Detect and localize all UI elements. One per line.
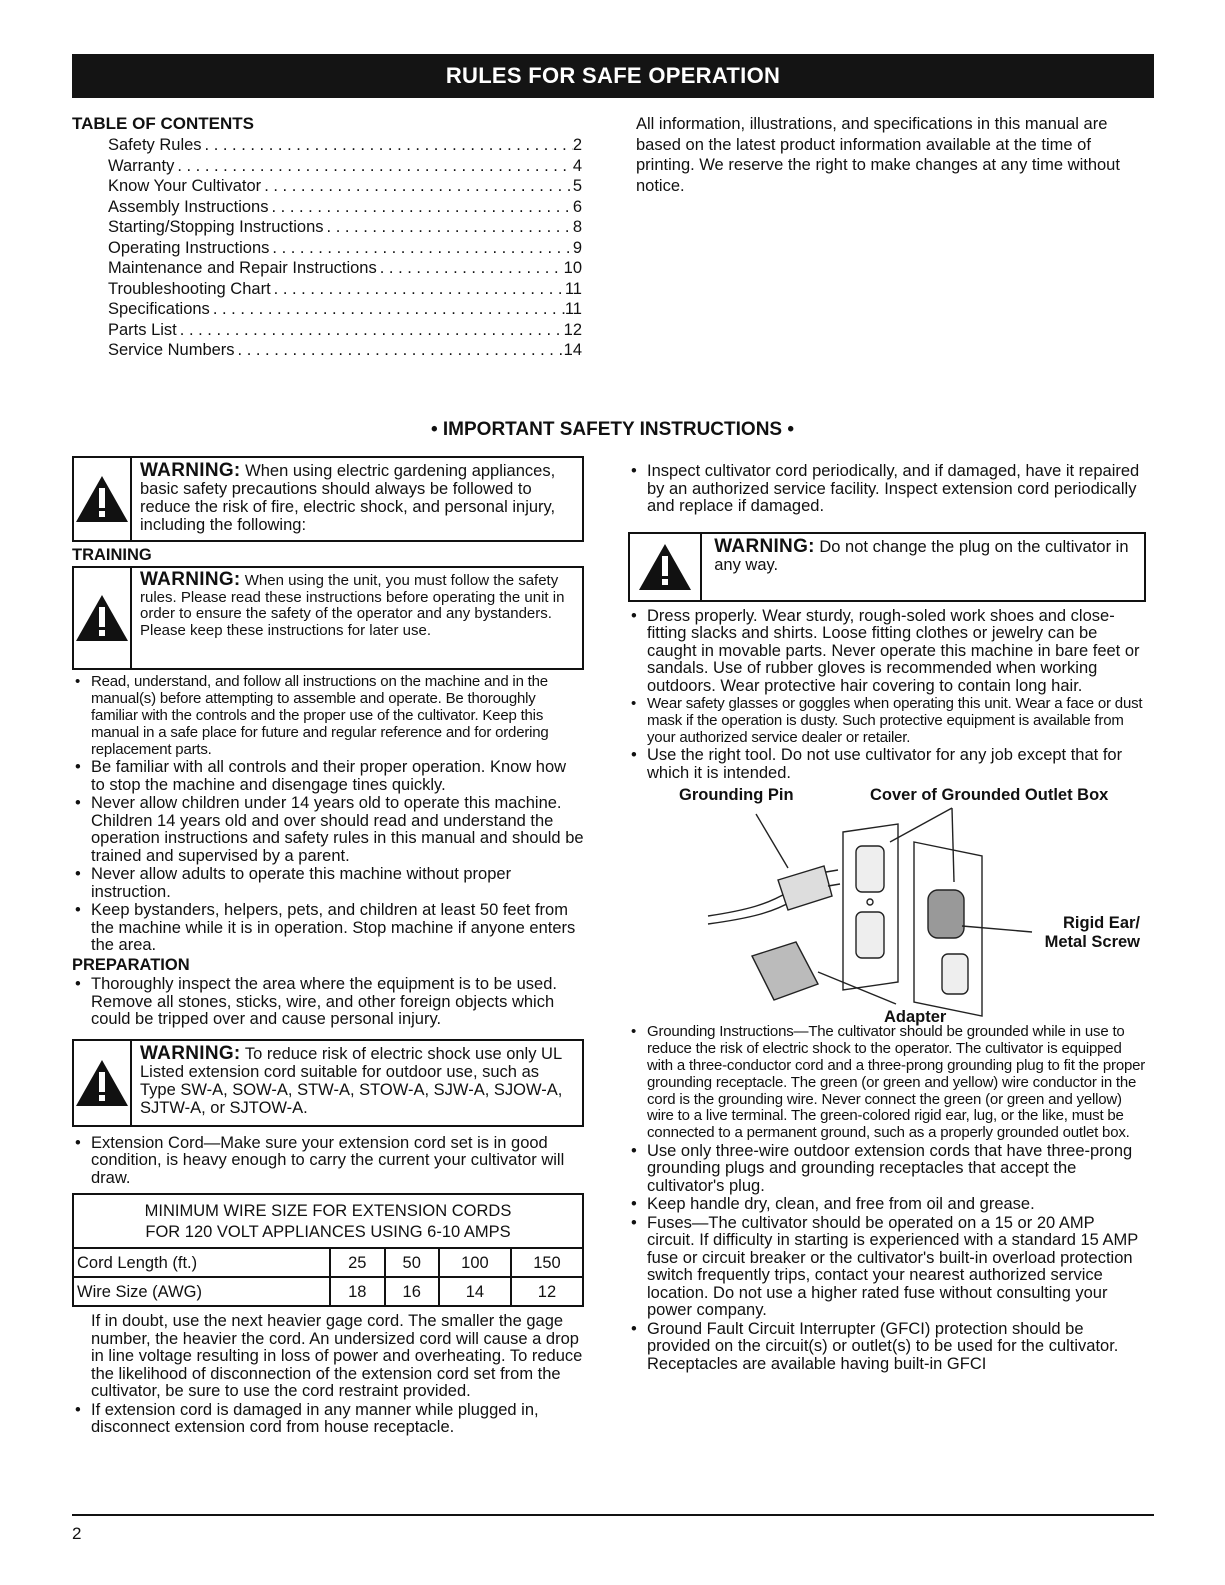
right-column xyxy=(628,463,1146,1374)
list-item: • Extension Cord—Make sure your extension cord set is in good condition, is heavy enough to carry the current your cultivator will draw. xyxy=(72,1135,584,1188)
toc-entry xyxy=(108,340,582,361)
toc-entry-page: 2 xyxy=(572,136,582,155)
toc-entry xyxy=(108,258,582,279)
list-item: • Wear safety glasses or goggles when operating this unit. Wear a face or dust mask if the operation is dusty. Such protective equipment is available from your authorized service dealer or retailer. xyxy=(628,696,1146,746)
toc-leader-dots xyxy=(271,279,565,300)
toc-entry xyxy=(108,320,582,341)
page-number: 2 xyxy=(72,1524,82,1543)
toc-entry-page: 8 xyxy=(572,218,582,237)
toc-entry-page: 12 xyxy=(563,320,582,339)
toc-entry-page: 14 xyxy=(563,341,582,360)
dress-list xyxy=(628,608,1146,783)
toc-leader-dots xyxy=(377,258,564,279)
warning-box-plug xyxy=(628,532,1146,602)
toc-entry-page: 11 xyxy=(564,279,582,298)
table-cell: 25 xyxy=(330,1248,384,1277)
toc-leader-dots xyxy=(177,320,564,341)
grounding-pin-label: Grounding Pin xyxy=(679,786,794,805)
toc-entry-label: Operating Instructions xyxy=(108,238,270,257)
warning-triangle-icon xyxy=(630,534,702,600)
toc-title: TABLE OF CONTENTS xyxy=(72,114,254,133)
list-item: • Never allow adults to operate this machine without proper instruction. xyxy=(72,866,584,901)
table-cell: 50 xyxy=(385,1248,439,1277)
table-cell: 150 xyxy=(511,1248,583,1277)
toc-entry-label: Assembly Instructions xyxy=(108,197,269,216)
toc-entry-label: Troubleshooting Chart xyxy=(108,279,271,298)
warning-triangle-icon xyxy=(74,568,132,668)
list-item: • Never allow children under 14 years old to operate this machine. Children 14 years old and over should read and understand the operation instructions and safety rules in this manual and should be trained and supervised by a parent. xyxy=(72,795,584,865)
list-item: • Inspect cultivator cord periodically, and if damaged, have it repaired by an authorized service facility. Inspect extension cord periodically and replace if damaged. xyxy=(628,463,1146,516)
table-row xyxy=(73,1248,583,1277)
toc-leader-dots xyxy=(324,217,573,238)
toc-entry xyxy=(108,279,582,300)
page-banner: RULES FOR SAFE OPERATION xyxy=(72,54,1154,98)
list-item: • Ground Fault Circuit Interrupter (GFCI) protection should be provided on the circuit(s) or outlet(s) to be used for the cultivator. Receptacles are available having built-in GFCI xyxy=(628,1321,1146,1374)
damaged-list xyxy=(72,1402,584,1437)
toc-entry-page: 9 xyxy=(572,238,582,257)
list-item: • Fuses—The cultivator should be operated on a 15 or 20 AMP circuit. If difficulty in starting is experienced with a standard 15 AMP fuse or circuit breaker or the cultivator's built-in overload protection switch frequently trips, contact your nearest authorized service location. Do not use a higher rated fuse without consulting your power company. xyxy=(628,1215,1146,1320)
list-item: • Keep bystanders, helpers, pets, and children at least 50 feet from the machine while it is in operation. Stop machine if anyone enters the area. xyxy=(72,902,584,955)
toc-entry-label: Specifications xyxy=(108,300,210,319)
list-item: • Read, understand, and follow all instructions on the machine and in the manual(s) before attempting to assemble and operate. Be thoroughly familiar with the controls and the proper use of the cultivator. Keep this manual in a safe place for future and regular reference and for ordering replacement parts. xyxy=(72,674,584,758)
toc-entry xyxy=(108,217,582,238)
extension-list xyxy=(72,1135,584,1188)
list-item: • If extension cord is damaged in any manner while plugged in, disconnect extension cord from house receptacle. xyxy=(72,1402,584,1437)
list-item: • Be familiar with all controls and their proper operation. Know how to stop the machine and disengage tines quickly. xyxy=(72,759,584,794)
warning-triangle-icon xyxy=(74,458,132,540)
rigid-ear-label: Rigid Ear/ Metal Screw xyxy=(1044,914,1140,952)
toc-entry-label: Service Numbers xyxy=(108,341,235,360)
footer-rule xyxy=(72,1514,1154,1516)
outlet-cover-label: Cover of Grounded Outlet Box xyxy=(870,786,1109,805)
warning-triangle-icon xyxy=(74,1041,132,1125)
list-item: • Use only three-wire outdoor extension cords that have three-prong grounding plugs and grounding receptacles that accept the cultivator's plug. xyxy=(628,1143,1146,1196)
grounding-list xyxy=(628,1024,1146,1373)
warning-text: When using the unit, you must follow the safety rules. Please read these instructions before operating the unit in order to ensure the safety of the operator and any bystanders. Please keep these instructions for later use. xyxy=(140,572,565,639)
training-heading: TRAINING xyxy=(72,546,152,564)
toc-entry-label: Parts List xyxy=(108,320,177,339)
list-item: • Keep handle dry, clean, and free from oil and grease. xyxy=(628,1196,1146,1214)
warning-label: WARNING: xyxy=(140,1042,241,1064)
toc-entry-label: Warranty xyxy=(108,156,175,175)
row-header: Wire Size (AWG) xyxy=(73,1277,330,1306)
table-cell: 14 xyxy=(439,1277,511,1306)
toc-leader-dots xyxy=(174,156,572,177)
preparation-heading: PREPARATION xyxy=(72,955,190,974)
warning-box-general xyxy=(72,456,584,542)
warning-text: To reduce risk of electric shock use only UL Listed extension cord suitable for outdoor use, such as Type SW-A, SOW-A, STW-A, STOW-A, SJW-A, SJOW-A, SJTW-A, or SJTOW-A. xyxy=(140,1044,563,1117)
warning-text: Do not change the plug on the cultivator in any way. xyxy=(714,537,1129,574)
inspect-list xyxy=(628,463,1146,516)
intro-paragraph: All information, illustrations, and specifications in this manual are based on the latest product information available at the time of printing. We reserve the right to make changes at any time without notice. xyxy=(636,115,1120,195)
list-item: • Thoroughly inspect the area where the equipment is to be used. Remove all stones, sticks, wire, and other foreign objects which could be tripped over and cause personal injury. xyxy=(72,976,584,1029)
warning-text: When using electric gardening appliances, basic safety precautions should always be followed to reduce the risk of fire, electric shock, and personal injury, including the following: xyxy=(140,462,556,534)
adapter-label: Adapter xyxy=(884,1008,947,1027)
warning-label: WARNING: xyxy=(140,460,241,481)
row-header: Cord Length (ft.) xyxy=(73,1248,330,1277)
grounding-figure xyxy=(628,786,1146,1027)
gage-paragraph: If in doubt, use the next heavier gage cord. The smaller the gage number, the heavier the cord. An undersized cord will cause a drop in line voltage resulting in loss of power and overheating. To reduce the likelihood of disconnection of the extension cord set from the cultivator, be sure to use the cord restraint provided. xyxy=(91,1312,583,1401)
toc-entry xyxy=(108,299,582,320)
toc-entry-page: 6 xyxy=(572,197,582,216)
table-cell: 18 xyxy=(330,1277,384,1306)
toc-entry-page: 5 xyxy=(572,177,582,196)
list-item: • Use the right tool. Do not use cultivator for any job except that for which it is intended. xyxy=(628,747,1146,782)
toc-entry xyxy=(108,135,582,156)
table-of-contents xyxy=(72,114,582,361)
toc-entry-label: Know Your Cultivator xyxy=(108,177,262,196)
table-cell: 12 xyxy=(511,1277,583,1306)
table-cell: 16 xyxy=(385,1277,439,1306)
preparation-list xyxy=(72,976,584,1029)
important-safety-heading: • IMPORTANT SAFETY INSTRUCTIONS • xyxy=(430,419,795,440)
toc-leader-dots xyxy=(210,299,565,320)
toc-entry-label: Maintenance and Repair Instructions xyxy=(108,259,377,278)
warning-label: WARNING: xyxy=(714,535,815,557)
toc-entry xyxy=(108,176,582,197)
table-cell: 100 xyxy=(439,1248,511,1277)
toc-entry xyxy=(108,238,582,259)
list-item: • Grounding Instructions—The cultivator should be grounded while in use to reduce the risk of electric shock to the operator. The cultivator is equipped with a three-conductor cord and a three-prong grounding plug to fit the proper grounding receptacle. The green (or green and yellow) wire conductor in the cord is the grounding wire. Never connect the green (or green and yellow) wire to a live terminal. The green-colored rigid ear, lug, or the like, must be connected to a permanent ground, such as a properly grounded outlet box. xyxy=(628,1024,1146,1142)
toc-list xyxy=(72,135,582,361)
toc-entry-label: Starting/Stopping Instructions xyxy=(108,218,324,237)
table-caption: MINIMUM WIRE SIZE FOR EXTENSION CORDS FOR 120 VOLT APPLIANCES USING 6-10 AMPS xyxy=(73,1194,583,1248)
toc-entry-page: 10 xyxy=(563,259,582,278)
list-item: • Dress properly. Wear sturdy, rough-soled work shoes and close-fitting slacks and shirts. Loose fitting clothes or jewelry can be caught in movable parts. Never operate this machine in bare feet or sandals. Use of rubber gloves is recommended when working outdoors. Wear protective hair covering to contain long hair. xyxy=(628,608,1146,696)
toc-leader-dots xyxy=(202,135,573,156)
warning-label: WARNING: xyxy=(140,569,241,591)
toc-leader-dots xyxy=(235,340,564,361)
toc-entry-label: Safety Rules xyxy=(108,136,202,155)
toc-leader-dots xyxy=(269,238,572,259)
toc-entry xyxy=(108,197,582,218)
toc-entry-page: 11 xyxy=(564,300,582,319)
grounding-illustration xyxy=(628,786,1146,1027)
toc-entry-page: 4 xyxy=(572,156,582,175)
toc-leader-dots xyxy=(261,176,573,197)
toc-entry xyxy=(108,156,582,177)
toc-leader-dots xyxy=(268,197,572,218)
training-list xyxy=(72,674,584,954)
warning-box-training xyxy=(72,566,584,670)
left-column xyxy=(72,456,584,1438)
warning-box-extension xyxy=(72,1039,584,1127)
table-row xyxy=(73,1277,583,1306)
wire-size-table xyxy=(72,1193,584,1307)
